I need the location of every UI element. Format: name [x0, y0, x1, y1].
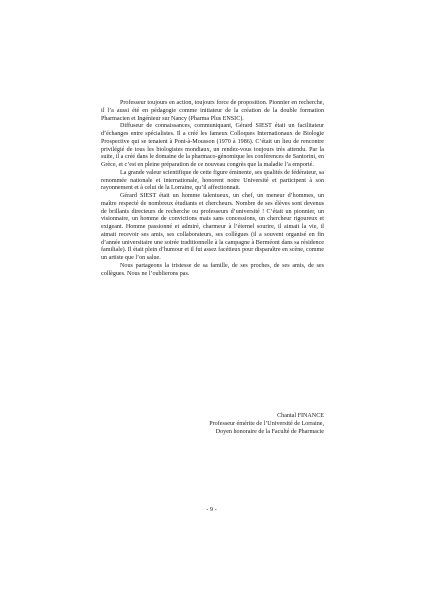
paragraph-diffuseur: Diffuseur de connaissances, communiquant, Gérard SIEST était un facilitateur d’échanges entre spécialistes. Il a créé les fameux Colloques Internationaux de Biologie Prospective qui se tenaient à Pont-à-Mousson (1970 à 1986). C’était un lieu de rencontre privilégié de tous les biologistes mondiaux, un rendez-vous toujours très attendu. Par la suite, il a créé dans le domaine de la pharmaco-génomique les conférences de Santorini, en Grèce, et c’est en pleine préparation de ce nouveau congrès que la maladie l’a emporté. [101, 123, 324, 168]
signature-title-2: Doyen honoraire de la Faculté de Pharmacie [215, 428, 324, 435]
signature-name [154, 413, 324, 421]
signature-title-1: Professeur émérite de l’Université de Lorraine, [209, 420, 324, 427]
paragraph-homme: Gérard SIEST était un homme talentueux, un chef, un meneur d’hommes, un maître respecté de nombreux étudiants et chercheurs. Nombre de ses élèves sont devenus de brillants directeurs de recherche ou professeurs d’université ! C’était un pionnier, un visionnaire, un homme de convictions mais sans concessions, un chercheur rigoureux et exigeant. Homme passionné et admiré, charmeur à l’éternel sourire, il aimait la vie, il aimait recevoir ses amis, ses collaborateurs, ses collègues (il a souvent organisé en fin d’année universitaire une soirée traditionnelle à la campagne à Berméont dans sa résidence familiale). Il était plein d’humour et il fut assez facétieux pour disparaître en scène, comme un artiste que l’on salue. [101, 193, 324, 261]
page-number: - 9 - [206, 506, 217, 513]
paragraph-valeur: La grande valeur scientifique de cette figure éminente, ses qualités de fédérateur, sa renommée nationale et internationale, honorent notre Université et participent à son rayonnement et à celui de la Lorraine, qu’il affectionnait. [101, 169, 324, 192]
paragraph-tristesse: Nous partageons la tristesse de sa famille, de ses proches, de ses amis, de ses collègues. Nous ne l’oublierons pas. [101, 262, 324, 277]
signature-last-name: FINANCE [297, 413, 324, 419]
paragraph-pioneer: Professeur toujours en action, toujours force de proposition. Pionnier en recherche, il l’a aussi été en pédagogie comme initiateur de la création de la double formation Pharmacien et Ingénieur sur Nancy (Pharma Plus ENSIC). [101, 100, 324, 122]
signature-block [154, 413, 324, 437]
body-text [101, 100, 324, 278]
signature-first-name: Chantal [277, 413, 297, 419]
